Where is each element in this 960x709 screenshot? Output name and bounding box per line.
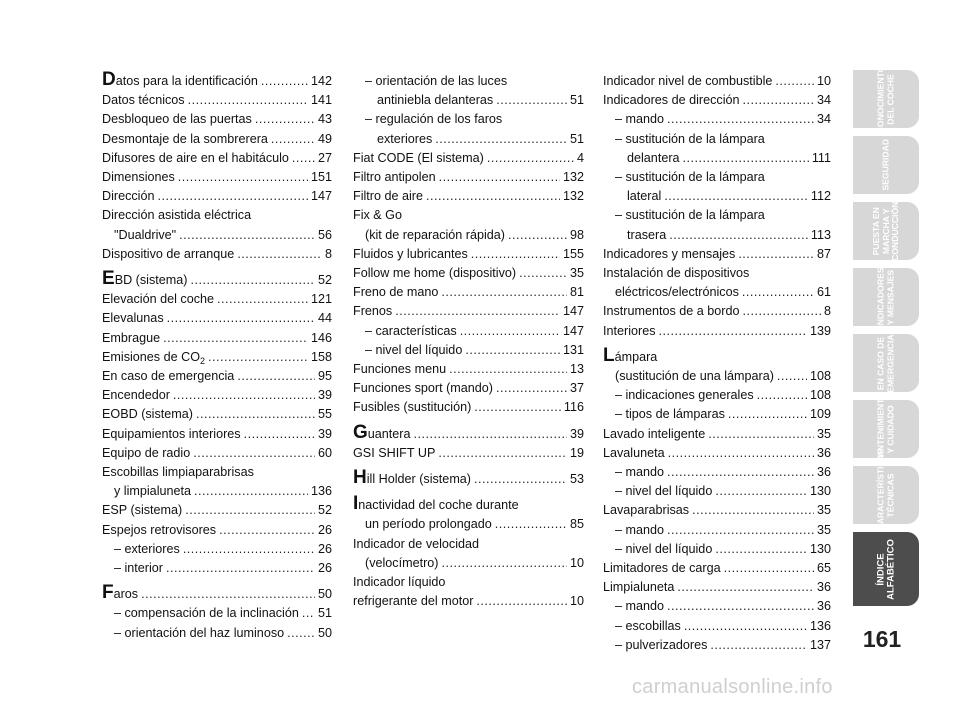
index-entry[interactable]: un período prolongado ..... 85	[353, 515, 584, 534]
index-entry-heading: – sustitución de la lámpara	[615, 208, 765, 223]
index-entry-heading: Escobillas limpiaparabrisas	[102, 465, 254, 480]
index-entry[interactable]: Elevalunas ..... 44	[102, 309, 332, 328]
index-entry-heading: Dirección asistida eléctrica	[102, 208, 252, 223]
index-subentry[interactable]: – mando ..... 36	[603, 597, 831, 616]
index-entry[interactable]: Hill Holder (sistema) ..... 53	[353, 470, 584, 489]
index-entry[interactable]: Limpialuneta ..... 36	[603, 578, 831, 597]
index-entry-heading: Indicador líquido	[353, 575, 446, 590]
index-subentry[interactable]: – pulverizadores ..... 137	[603, 636, 831, 655]
watermark: carmanualsonline.info	[632, 676, 833, 698]
index-subentry[interactable]: – nivel del líquido ..... 131	[353, 341, 584, 360]
section-initial: H	[353, 467, 367, 489]
tab-indice-alfabetico[interactable]: ÍNDICE ALFABÉTICO	[853, 532, 919, 606]
index-entry[interactable]: y limpialuneta ..... 136	[102, 482, 332, 501]
index-entry[interactable]: Encendedor ..... 39	[102, 386, 332, 405]
index-subentry[interactable]: – tipos de lámparas ..... 109	[603, 405, 831, 424]
index-entry[interactable]: Instrumentos de a bordo ..... 8	[603, 302, 831, 321]
index-entry[interactable]: Funciones menu ..... 13	[353, 360, 584, 379]
index-entry-heading: Lámpara	[603, 344, 658, 366]
tab-indicadores-y-mensajes[interactable]: INDICADORES Y MENSAJES	[853, 268, 919, 326]
index-column-1	[102, 69, 332, 643]
index-subentry[interactable]: trasera ..... 113	[603, 226, 831, 245]
index-entry[interactable]: Espejos retrovisores ..... 26	[102, 521, 332, 540]
index-entry[interactable]: Datos técnicos ..... 141	[102, 91, 332, 110]
index-subentry[interactable]: exteriores ..... 51	[353, 130, 584, 149]
index-entry[interactable]: GSI SHIFT UP ..... 19	[353, 444, 584, 463]
index-subentry[interactable]: – nivel del líquido ..... 130	[603, 540, 831, 559]
index-entry-heading: Inactividad del coche durante	[353, 493, 519, 515]
index-entry[interactable]: Emisiones de $CO_2$ ..... 158	[102, 348, 332, 367]
index-subentry[interactable]: – nivel del líquido ..... 130	[603, 482, 831, 501]
section-initial: I	[353, 493, 359, 515]
index-entry[interactable]: Lavaparabrisas ..... 35	[603, 501, 831, 520]
index-subentry[interactable]: – indicaciones generales ..... 108	[603, 386, 831, 405]
index-entry[interactable]: Indicadores y mensajes ..... 87	[603, 245, 831, 264]
index-entry-heading: – sustitución de la lámpara	[615, 131, 765, 146]
index-entry[interactable]: Filtro de aire ..... 132	[353, 187, 584, 206]
index-entry-heading: – sustitución de la lámpara	[615, 170, 765, 185]
index-entry[interactable]: Fiat CODE (El sistema) ..... 4	[353, 149, 584, 168]
index-entry[interactable]: EBD (sistema) ..... 52	[102, 271, 332, 290]
index-entry[interactable]: Lavado inteligente ..... 35	[603, 425, 831, 444]
index-subentry[interactable]: antiniebla delanteras ..... 51	[353, 91, 584, 110]
index-entry[interactable]: EOBD (sistema) ..... 55	[102, 405, 332, 424]
index-entry[interactable]: Faros ..... 50	[102, 585, 332, 604]
section-initial: D	[102, 69, 116, 90]
index-entry[interactable]: Fluidos y lubricantes ..... 155	[353, 245, 584, 264]
section-initial: E	[102, 268, 115, 290]
index-entry-heading: – regulación de los faros	[365, 112, 503, 127]
index-entry[interactable]: Desmontaje de la sombrerera ..... 49	[102, 130, 332, 149]
tab-caracteristicas-tecnicas[interactable]: CARACTERÍSTICAS TÉCNICAS	[853, 466, 919, 524]
index-entry[interactable]: Dimensiones ..... 151	[102, 168, 332, 187]
index-entry[interactable]: ESP (sistema) ..... 52	[102, 501, 332, 520]
index-entry[interactable]: Funciones sport (mando) ..... 37	[353, 379, 584, 398]
index-subentry[interactable]: – interior ..... 26	[102, 559, 332, 578]
index-subentry[interactable]: – mando ..... 36	[603, 463, 831, 482]
index-column-2	[353, 72, 584, 611]
index-entry[interactable]: Limitadores de carga ..... 65	[603, 559, 831, 578]
index-subentry[interactable]: – escobillas ..... 136	[603, 617, 831, 636]
tab-puesta-en-marcha[interactable]: PUESTA EN MARCHA Y CONDUCCIÓN	[853, 202, 919, 260]
index-subentry[interactable]: – mando ..... 34	[603, 110, 831, 129]
index-entry[interactable]: Difusores de aire en el habitáculo ..... 27	[102, 149, 332, 168]
index-entry-heading: Indicador de velocidad	[353, 536, 480, 551]
tab-en-caso-de-emergencia[interactable]: EN CASO DE EMERGENCIA	[853, 334, 919, 392]
index-subentry[interactable]: – compensación de la inclinación ..... 51	[102, 604, 332, 623]
index-subentry[interactable]: – mando ..... 35	[603, 521, 831, 540]
index-entry[interactable]: Dispositivo de arranque ..... 8	[102, 245, 332, 264]
section-initial: G	[353, 421, 368, 443]
index-entry-heading: Fix & Go	[353, 208, 402, 223]
index-entry[interactable]: Datos para la identificación ..... 142	[102, 72, 332, 91]
index-entry[interactable]: Equipamientos interiores ..... 39	[102, 425, 332, 444]
section-initial: F	[102, 582, 114, 604]
index-entry[interactable]: Desbloqueo de las puertas ..... 43	[102, 110, 332, 129]
index-entry[interactable]: eléctricos/electrónicos ..... 61	[603, 283, 831, 302]
index-entry[interactable]: Follow me home (dispositivo) ..... 35	[353, 264, 584, 283]
index-subentry[interactable]: lateral ..... 112	[603, 187, 831, 206]
index-subentry[interactable]: – características ..... 147	[353, 322, 584, 341]
index-entry[interactable]: Lavaluneta ..... 36	[603, 444, 831, 463]
index-entry[interactable]: refrigerante del motor ..... 10	[353, 592, 584, 611]
index-entry[interactable]: Equipo de radio ..... 60	[102, 444, 332, 463]
index-subentry[interactable]: – orientación del haz luminoso ..... 50	[102, 624, 332, 643]
index-entry[interactable]: (sustitución de una lámpara) ..... 108	[603, 367, 831, 386]
page-number: 161	[862, 626, 902, 652]
index-entry-heading: Instalación de dispositivos	[603, 266, 750, 281]
index-entry[interactable]: Indicador nivel de combustible ..... 10	[603, 72, 831, 91]
index-column-3	[603, 72, 831, 655]
index-subentry[interactable]: delantera ..... 111	[603, 149, 831, 168]
index-entry[interactable]: Elevación del coche ..... 121	[102, 290, 332, 309]
index-entry[interactable]: Freno de mano ..... 81	[353, 283, 584, 302]
section-tabs	[853, 65, 919, 614]
index-entry-heading: – orientación de las luces	[365, 74, 508, 88]
tab-seguridad[interactable]: SEGURIDAD	[853, 136, 919, 194]
index-entry[interactable]: Dirección ..... 147	[102, 187, 332, 206]
section-initial: L	[603, 344, 615, 366]
index-entry[interactable]: Interiores ..... 139	[603, 322, 831, 341]
index-entry[interactable]: Frenos ..... 147	[353, 302, 584, 321]
index-entry[interactable]: Guantera ..... 39	[353, 425, 584, 444]
index-entry[interactable]: (kit de reparación rápida) ..... 98	[353, 226, 584, 245]
index-entry[interactable]: "Dualdrive" ..... 56	[102, 226, 332, 245]
index-entry[interactable]: Indicadores de dirección ..... 34	[603, 91, 831, 110]
tab-conocimiento-del-coche[interactable]: CONOCIMIENTO DEL COCHE	[853, 70, 919, 128]
index-subentry[interactable]: – exteriores ..... 26	[102, 540, 332, 559]
tab-mantenimiento-y-cuidado[interactable]: MANTENIMIENTO Y CUIDADO	[853, 400, 919, 458]
index-entry[interactable]: Filtro antipolen ..... 132	[353, 168, 584, 187]
index-entry[interactable]: (velocímetro) ..... 10	[353, 554, 584, 573]
index-entry[interactable]: Fusibles (sustitución) ..... 116	[353, 398, 584, 417]
index-entry[interactable]: En caso de emergencia ..... 95	[102, 367, 332, 386]
index-entry[interactable]: Embrague ..... 146	[102, 329, 332, 348]
